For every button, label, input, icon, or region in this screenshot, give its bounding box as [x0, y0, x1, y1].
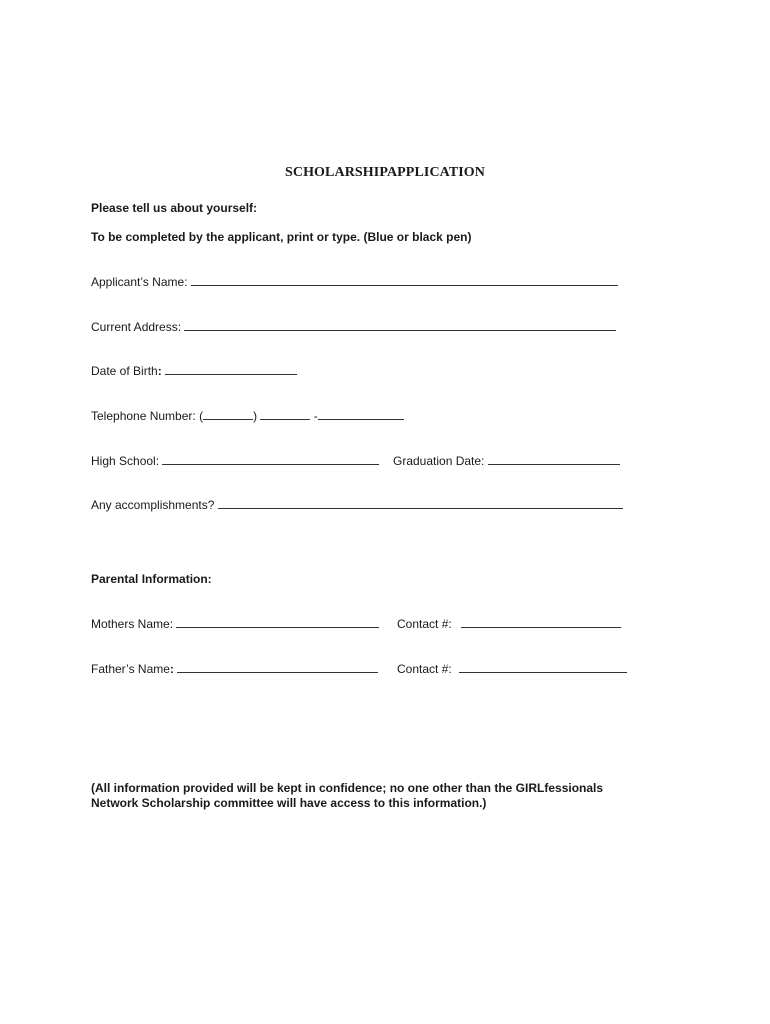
current-address-label: Current Address: — [91, 320, 182, 334]
fathers-name-field[interactable] — [177, 661, 378, 673]
high-school-row — [91, 453, 379, 469]
fathers-name-colon: : — [169, 662, 174, 676]
high-school-field[interactable] — [162, 453, 379, 465]
fathers-name-label: Father’s Name — [91, 662, 170, 676]
graduation-date-label: Graduation Date: — [393, 454, 485, 468]
current-address-row — [91, 319, 616, 335]
current-address-field[interactable] — [184, 319, 616, 331]
accomplishments-field[interactable] — [218, 497, 623, 509]
mother-contact-row — [397, 616, 621, 632]
accomplishments-row — [91, 497, 623, 513]
telephone-row — [91, 408, 404, 424]
graduation-date-row — [393, 453, 620, 469]
telephone-paren-close: ) — [253, 409, 258, 423]
fathers-name-row — [91, 661, 378, 677]
applicant-name-field[interactable] — [191, 274, 618, 286]
confidentiality-line-2: Network Scholarship committee will have access to this information.) — [91, 796, 487, 810]
father-contact-label: Contact #: — [397, 662, 452, 676]
accomplishments-label: Any accomplishments? — [91, 498, 215, 512]
telephone-prefix-field[interactable] — [260, 408, 310, 420]
dob-field[interactable] — [165, 363, 297, 375]
father-contact-field[interactable] — [459, 661, 627, 673]
applicant-name-label: Applicant’s Name: — [91, 275, 188, 289]
telephone-area-code-field[interactable] — [203, 408, 253, 420]
father-contact-row — [397, 661, 627, 677]
dob-row — [91, 363, 297, 379]
mothers-name-row — [91, 616, 379, 632]
telephone-line-number-field[interactable] — [318, 408, 404, 420]
mothers-name-field[interactable] — [176, 616, 379, 628]
parental-heading: Parental Information: — [91, 572, 212, 586]
applicant-name-row — [91, 274, 618, 290]
graduation-date-field[interactable] — [488, 453, 620, 465]
mother-contact-label: Contact #: — [397, 617, 452, 631]
intro-text: Please tell us about yourself: — [91, 201, 258, 215]
dob-colon: : — [157, 364, 162, 378]
form-title: SCHOLARSHIPAPPLICATION — [284, 165, 486, 180]
mothers-name-label: Mothers Name: — [91, 617, 174, 631]
instructions-text: To be completed by the applicant, print or type. (Blue or black pen) — [91, 230, 472, 244]
dob-label: Date of Birth — [91, 364, 158, 378]
mother-contact-field[interactable] — [461, 616, 621, 628]
confidentiality-note — [91, 781, 651, 811]
telephone-label: Telephone Number: ( — [91, 409, 204, 423]
high-school-label: High School: — [91, 454, 160, 468]
confidentiality-line-1: (All information provided will be kept in confidence; no one other than the GIRLfessionals — [91, 781, 604, 795]
telephone-dash: - — [313, 409, 318, 423]
